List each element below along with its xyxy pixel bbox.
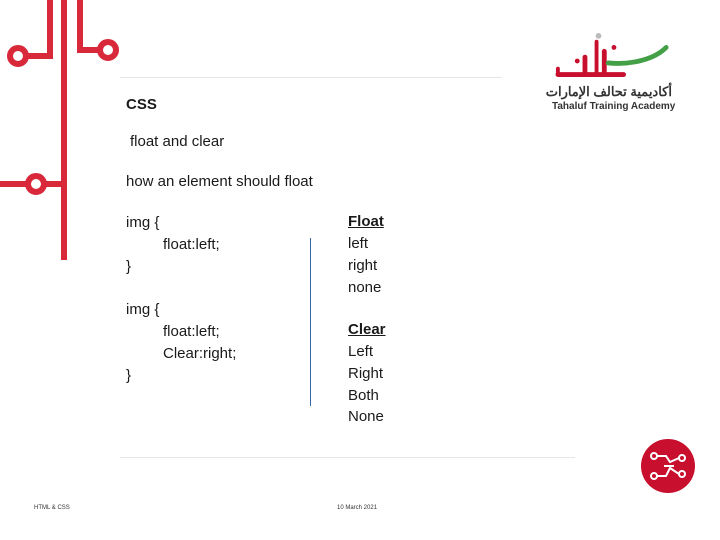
slide-subheading: float and clear xyxy=(130,133,225,150)
circuit-decoration-icon xyxy=(0,0,140,260)
float-list-item: none xyxy=(348,279,382,296)
clear-list-item: Both xyxy=(348,387,379,404)
clear-list-title: Clear xyxy=(348,321,386,338)
clear-list-item: Left xyxy=(348,343,374,360)
code-line: } xyxy=(126,258,132,275)
float-list-item: left xyxy=(348,235,369,252)
bottom-divider xyxy=(120,457,575,458)
top-divider xyxy=(120,77,502,78)
float-list-item: right xyxy=(348,257,378,274)
code-line: float:left; xyxy=(163,323,220,340)
slide-heading: CSS xyxy=(126,96,157,113)
footer-date: 10 March 2021 xyxy=(337,505,378,511)
circuit-badge-icon xyxy=(640,438,696,494)
logo-arabic-name: أكاديمية تحالف الإمارات xyxy=(545,84,672,99)
logo-english-name: Tahaluf Training Academy xyxy=(552,101,676,112)
code-line: } xyxy=(126,367,132,384)
code-line: Clear:right; xyxy=(163,345,237,362)
clear-list-item: Right xyxy=(348,365,384,382)
code-line: img { xyxy=(126,301,160,318)
code-line: float:left; xyxy=(163,236,220,253)
clear-list-item: None xyxy=(348,408,384,425)
float-list-title: Float xyxy=(348,213,384,230)
tahaluf-logo-icon xyxy=(548,32,678,90)
footer-left: HTML & CSS xyxy=(34,505,70,511)
code-line: img { xyxy=(126,214,160,231)
slide-description: how an element should float xyxy=(126,173,313,190)
column-divider xyxy=(310,238,311,406)
